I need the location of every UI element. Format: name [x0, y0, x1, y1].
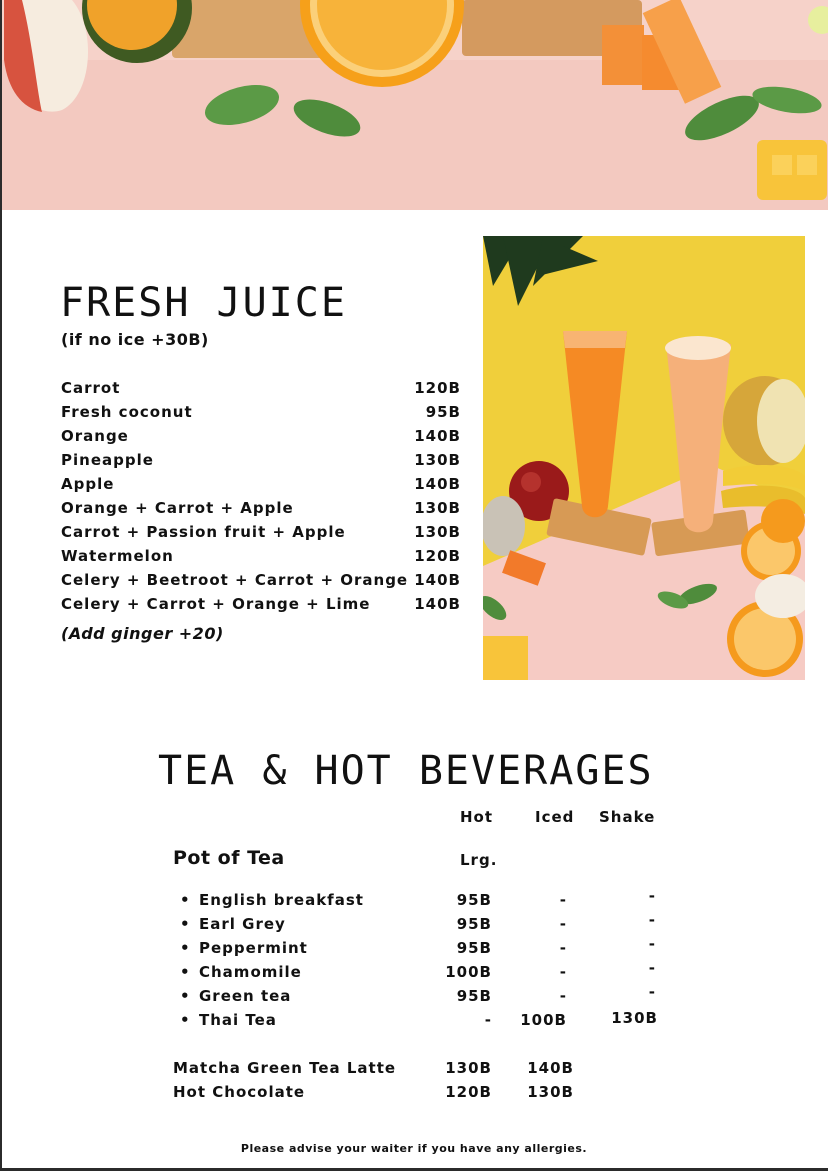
juice-item [61, 451, 461, 475]
tea-item-name: English breakfast [199, 891, 364, 909]
tea-item-shake-price: - [648, 887, 656, 905]
tea-item-shake-price: - [648, 935, 656, 953]
bullet-icon: • [180, 1011, 191, 1029]
tea-item-name: Peppermint [199, 939, 308, 957]
tea-item-name: Earl Grey [199, 915, 286, 933]
pot-size-label: Lrg. [460, 851, 498, 869]
add-ginger-note: (Add ginger +20) [61, 624, 224, 643]
fresh-juice-list [61, 379, 461, 619]
beverage-item [173, 1083, 574, 1107]
beverage-item-iced-price: 130B [527, 1083, 574, 1101]
tea-item-hot-price: 100B [445, 963, 492, 981]
juice-item [61, 523, 461, 547]
juice-item-price: 130B [414, 523, 461, 541]
juice-item-name: Pineapple [61, 451, 154, 469]
tea-item-name: Chamomile [199, 963, 302, 981]
tea-item [180, 983, 660, 1011]
juice-item-price: 140B [414, 475, 461, 493]
juice-item-price: 130B [414, 499, 461, 517]
beverage-item-iced-price: 140B [527, 1059, 574, 1077]
tea-section-title: TEA & HOT BEVERAGES [158, 748, 654, 794]
allergy-notice: Please advise your waiter if you have any allergies. [240, 1142, 588, 1155]
tea-item [180, 887, 660, 915]
column-header-iced: Iced [535, 808, 575, 826]
tea-item [180, 959, 660, 987]
bullet-icon: • [180, 963, 191, 981]
juice-item-price: 95B [425, 403, 461, 421]
juice-item-name: Fresh coconut [61, 403, 193, 421]
juice-item-name: Watermelon [61, 547, 174, 565]
juice-item-price: 140B [414, 427, 461, 445]
beverage-item-hot-price: 130B [445, 1059, 492, 1077]
tea-item-shake-price: - [648, 911, 656, 929]
tea-list [180, 887, 660, 1035]
juice-item-price: 120B [414, 547, 461, 565]
bullet-icon: • [180, 891, 191, 909]
juice-item-price: 130B [414, 451, 461, 469]
tea-item [180, 935, 660, 963]
juice-item-name: Celery + Beetroot + Carrot + Orange [61, 571, 409, 589]
juice-item [61, 595, 461, 619]
juice-photo [483, 236, 805, 680]
beverage-item-name: Hot Chocolate [173, 1083, 306, 1101]
juice-item [61, 403, 461, 427]
juice-item [61, 499, 461, 523]
tea-item-name: Thai Tea [199, 1011, 277, 1029]
tea-item-shake-price: 130B [611, 1009, 658, 1027]
juice-item-name: Celery + Carrot + Orange + Lime [61, 595, 371, 613]
column-header-shake: Shake [599, 808, 656, 826]
tea-item-iced-price: - [559, 915, 567, 933]
bullet-icon: • [180, 915, 191, 933]
tea-item-iced-price: - [559, 939, 567, 957]
bullet-icon: • [180, 987, 191, 1005]
beverage-item-name: Matcha Green Tea Latte [173, 1059, 397, 1077]
column-header-hot: Hot [460, 808, 494, 826]
juice-item [61, 379, 461, 403]
tea-item-iced-price: - [559, 963, 567, 981]
tea-item [180, 911, 660, 939]
fruit-banner-image [2, 0, 828, 210]
tea-item-hot-price: - [484, 1011, 492, 1029]
tea-item-iced-price: - [559, 987, 567, 1005]
tea-item-iced-price: - [559, 891, 567, 909]
tea-item-shake-price: - [648, 959, 656, 977]
juice-item [61, 475, 461, 499]
juice-item-name: Orange + Carrot + Apple [61, 499, 294, 517]
tea-item-iced-price: 100B [520, 1011, 567, 1029]
beverage-item [173, 1059, 574, 1083]
tea-item [180, 1011, 660, 1035]
juice-item-name: Apple [61, 475, 115, 493]
fresh-juice-ice-note: (if no ice +30B) [61, 330, 209, 349]
juice-item [61, 547, 461, 571]
tea-item-shake-price: - [648, 983, 656, 1001]
fresh-juice-title: FRESH JUICE [60, 280, 347, 326]
other-beverages-list [173, 1059, 574, 1107]
tea-item-name: Green tea [199, 987, 292, 1005]
juice-item-price: 140B [414, 571, 461, 589]
tea-item-hot-price: 95B [456, 915, 492, 933]
pot-of-tea-heading: Pot of Tea [173, 847, 285, 869]
tea-item-hot-price: 95B [456, 987, 492, 1005]
bullet-icon: • [180, 939, 191, 957]
juice-item [61, 571, 461, 595]
beverage-item-hot-price: 120B [445, 1083, 492, 1101]
juice-item-price: 120B [414, 379, 461, 397]
juice-item-name: Carrot [61, 379, 121, 397]
juice-item-name: Carrot + Passion fruit + Apple [61, 523, 346, 541]
tea-item-hot-price: 95B [456, 939, 492, 957]
juice-item-price: 140B [414, 595, 461, 613]
juice-item [61, 427, 461, 451]
juice-item-name: Orange [61, 427, 129, 445]
tea-item-hot-price: 95B [456, 891, 492, 909]
